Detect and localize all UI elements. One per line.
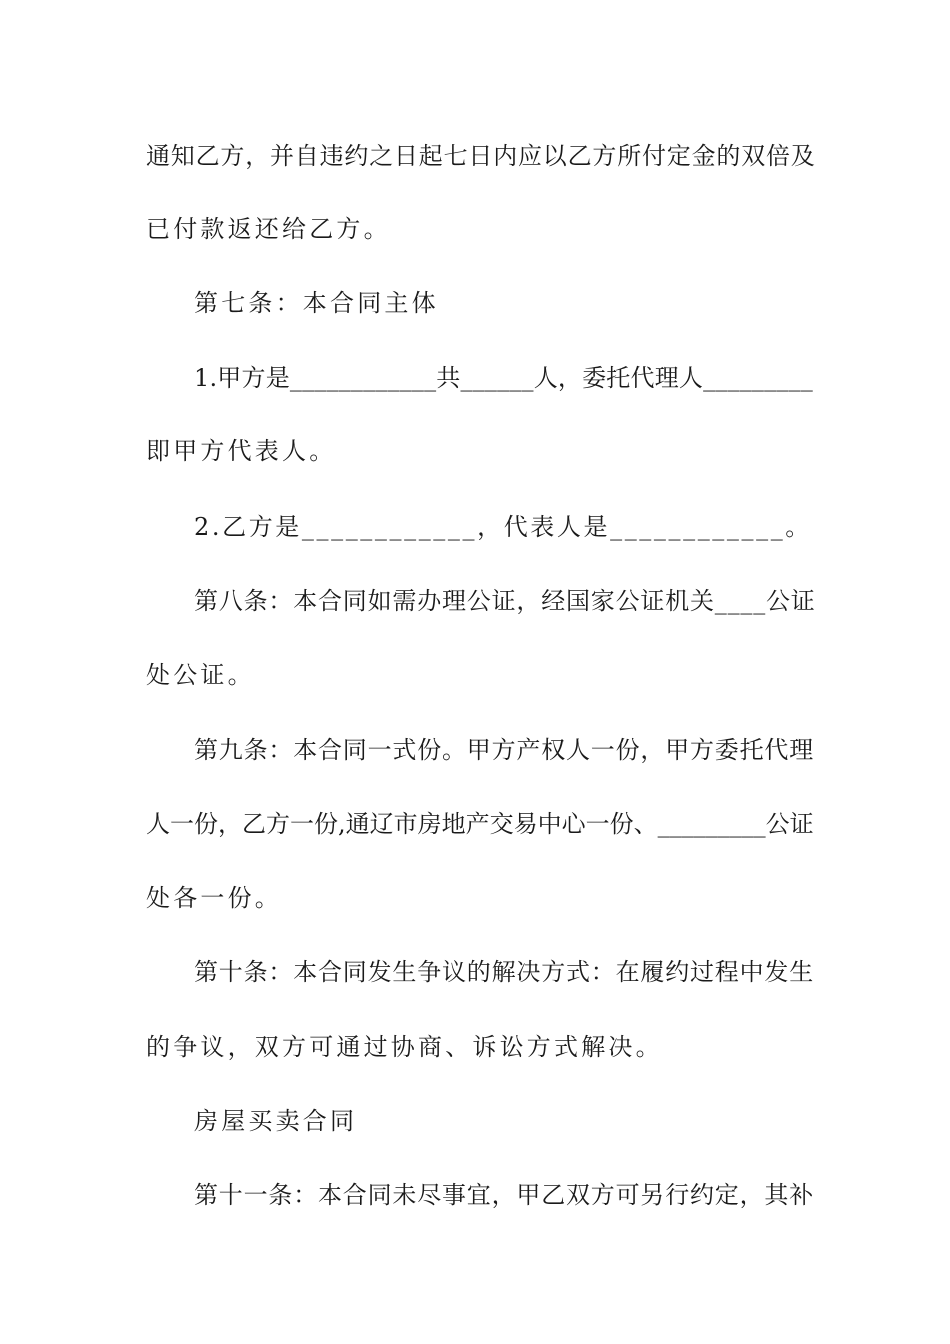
paragraph-line: 第十一条：本合同未尽事宜，甲乙双方可另行约定，其补 <box>194 1181 814 1209</box>
paragraph-line: 2.乙方是____________，代表人是____________。 <box>194 513 812 541</box>
paragraph-line: 处公证。 <box>146 661 255 689</box>
paragraph-line: 即甲方代表人。 <box>146 437 337 465</box>
paragraph-line: 第十条：本合同发生争议的解决方式：在履约过程中发生 <box>194 958 814 986</box>
paragraph-line: 通知乙方，并自违约之日起七日内应以乙方所付定金的双倍及 <box>146 142 816 170</box>
paragraph-line: 的争议，双方可通过协商、诉讼方式解决。 <box>146 1033 663 1061</box>
paragraph-line: 1.甲方是____________共______人，委托代理人_________ <box>194 364 813 392</box>
paragraph-line: 已付款返还给乙方。 <box>146 215 391 243</box>
section-heading: 房屋买卖合同 <box>194 1107 358 1135</box>
paragraph-line: 处各一份。 <box>146 884 282 912</box>
paragraph-line: 第八条：本合同如需办理公证，经国家公证机关____公证 <box>194 587 816 615</box>
paragraph-line: 人一份，乙方一份,通辽市房地产交易中心一份、_________公证 <box>146 810 814 838</box>
paragraph-line: 第九条：本合同一式份。甲方产权人一份，甲方委托代理 <box>194 736 814 764</box>
article-heading: 第七条：本合同主体 <box>194 289 439 317</box>
